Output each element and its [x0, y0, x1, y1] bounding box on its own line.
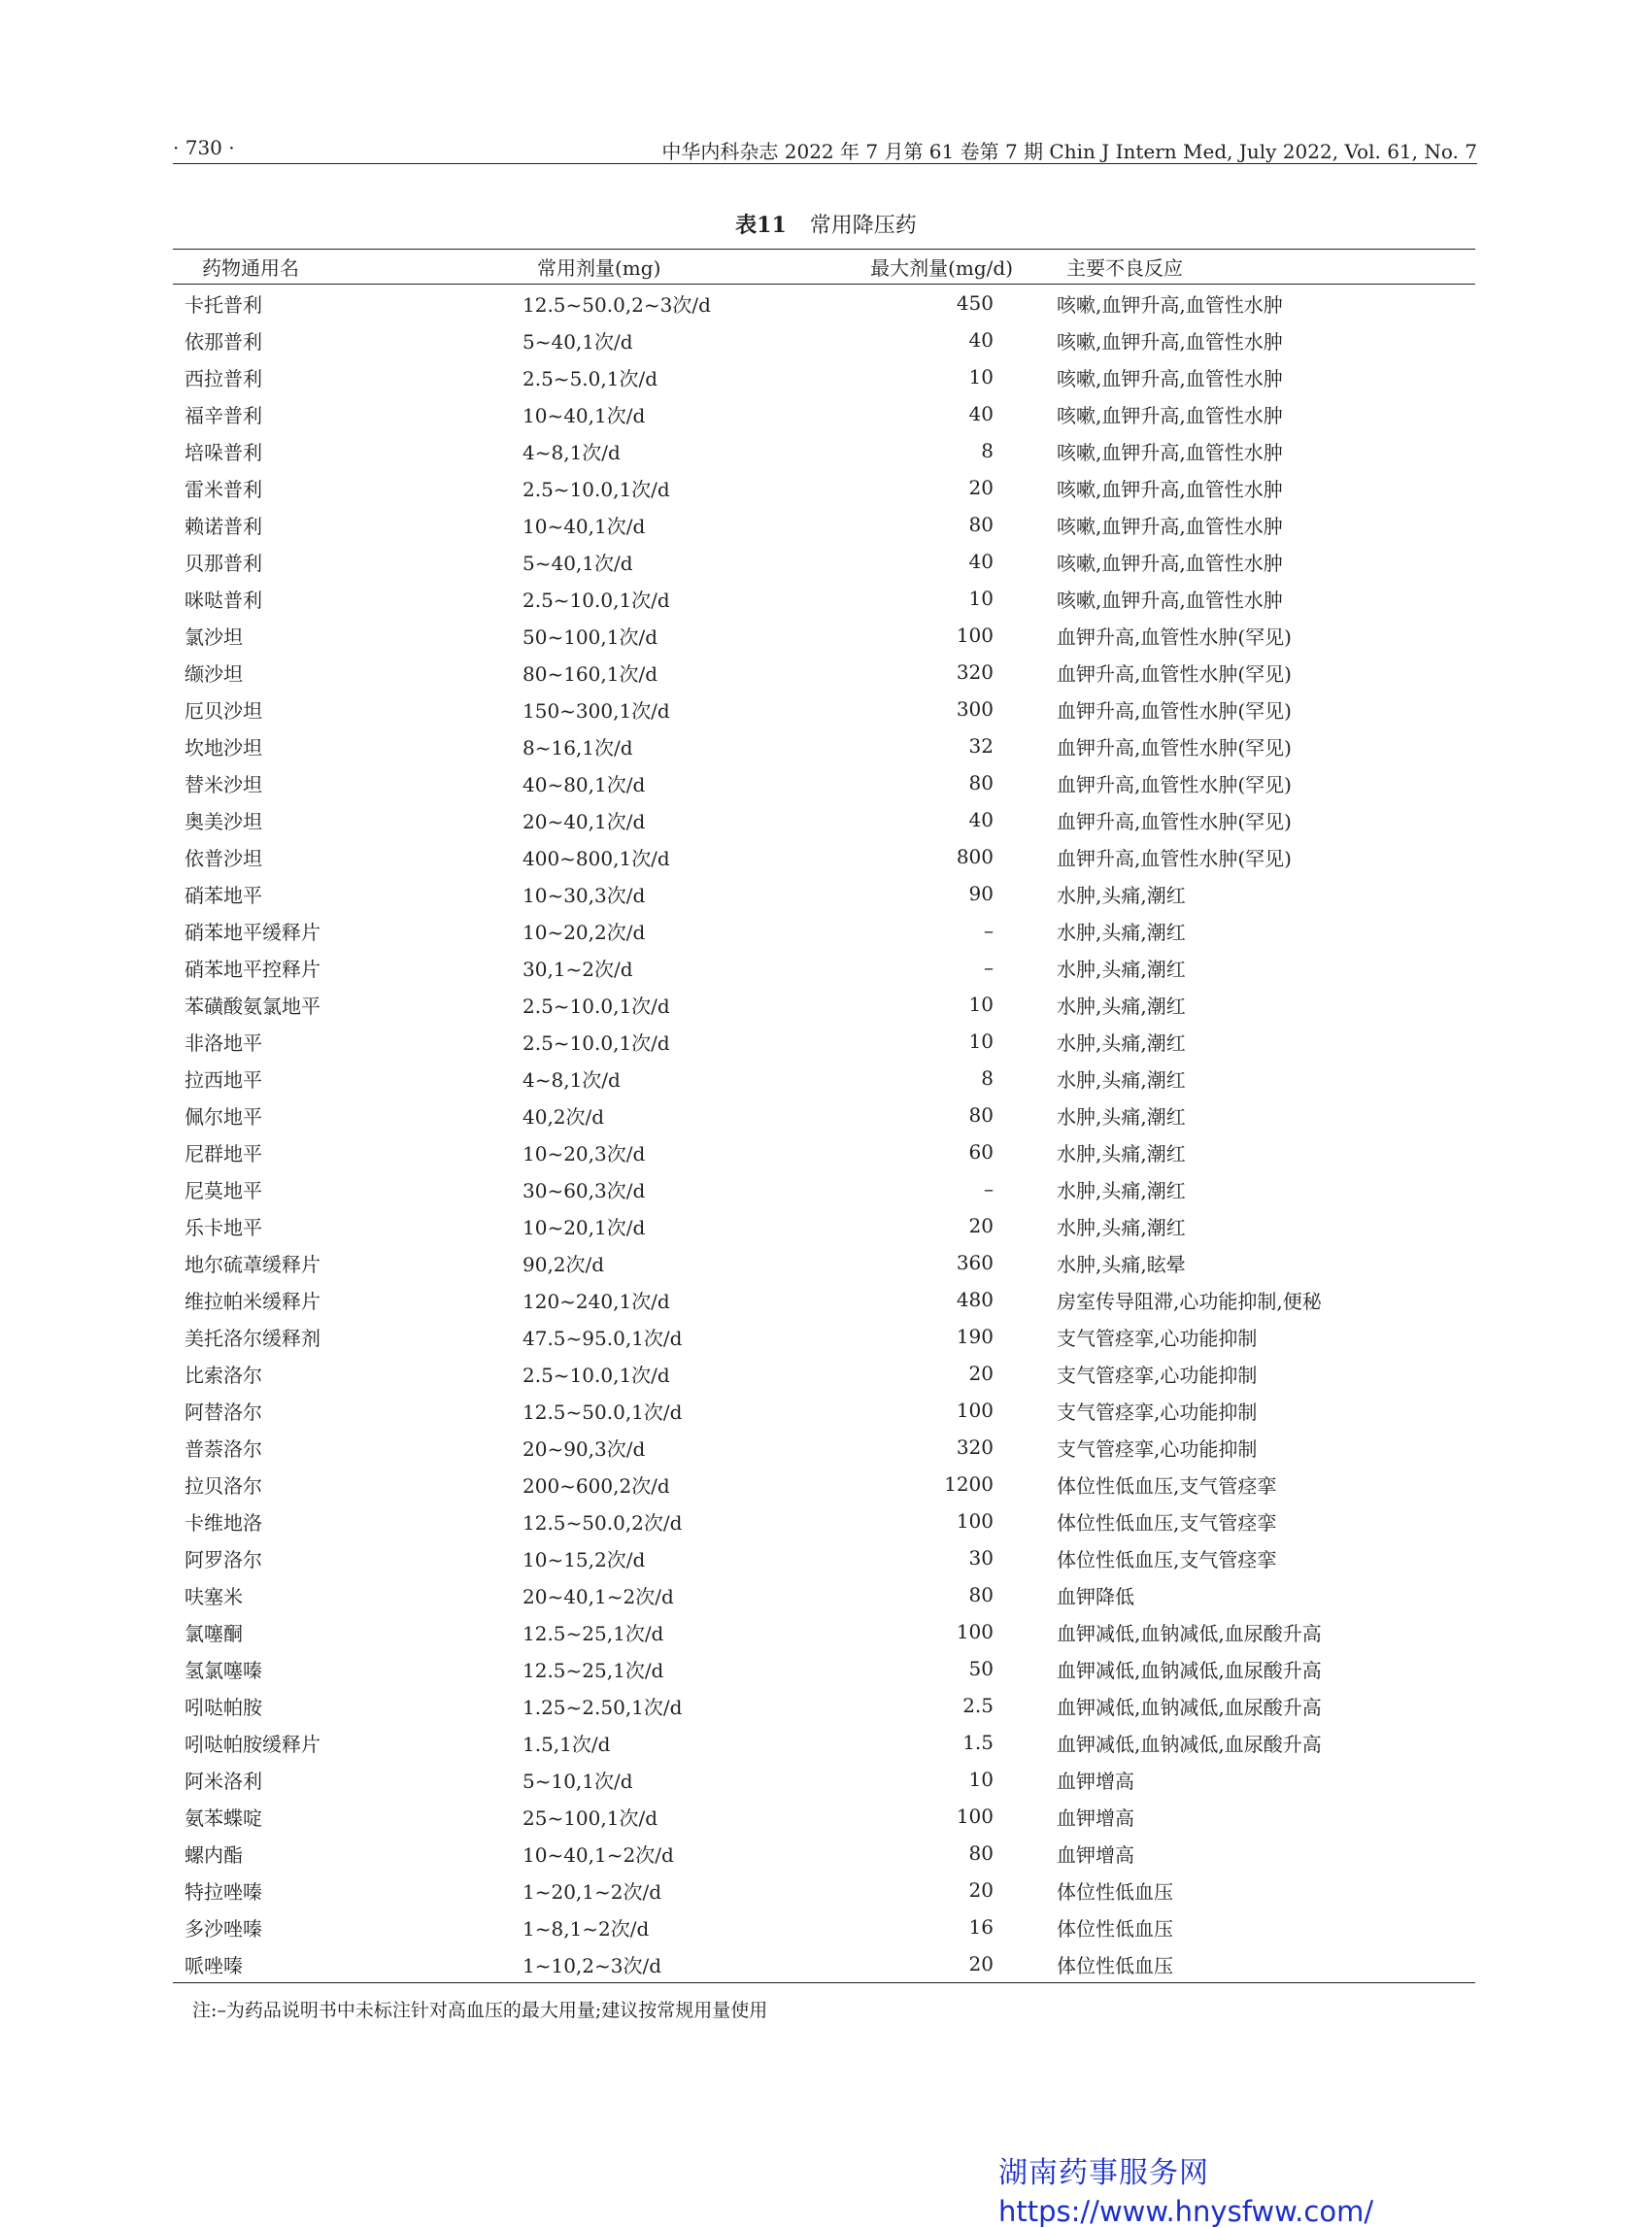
- table-row: [173, 801, 1475, 838]
- adverse-effects-cell: 体位性低血压: [1057, 1916, 1173, 1941]
- table-row: [173, 764, 1475, 801]
- max-dose-cell: 1.5: [962, 1731, 994, 1754]
- drug-name-cell: 比索洛尔: [185, 1363, 262, 1387]
- column-header-drug-name: 药物通用名: [173, 250, 513, 285]
- max-dose-cell: 20: [968, 1214, 994, 1237]
- table-row: [173, 912, 1475, 949]
- usual-dose-cell: 12.5~25,1次/d: [523, 1658, 664, 1682]
- table-row: [173, 1244, 1475, 1281]
- max-dose-cell: 20: [968, 1878, 994, 1902]
- max-dose-cell: 10: [968, 993, 994, 1016]
- drug-name-cell: 尼莫地平: [185, 1178, 262, 1202]
- max-dose-cell: 80: [968, 1583, 994, 1606]
- drug-name-cell: 特拉唑嗪: [185, 1879, 262, 1904]
- drug-name-cell: 奥美沙坦: [185, 809, 262, 833]
- column-header-max-dose: 最大剂量(mg/d): [848, 250, 1037, 285]
- table-row: [173, 1502, 1475, 1539]
- table-row: [173, 1133, 1475, 1170]
- adverse-effects-cell: 咳嗽,血钾升高,血管性水肿: [1057, 514, 1283, 538]
- adverse-effects-cell: 血钾升高,血管性水肿(罕见): [1057, 846, 1292, 870]
- table-row: [173, 1355, 1475, 1392]
- table-row: [173, 986, 1475, 1023]
- max-dose-cell: 10: [968, 1768, 994, 1791]
- usual-dose-cell: 25~100,1次/d: [523, 1806, 658, 1830]
- table-body: [173, 285, 1475, 1983]
- table-number: 表11: [735, 213, 787, 238]
- max-dose-cell: 100: [956, 1620, 994, 1643]
- drug-name-cell: 培哚普利: [185, 440, 262, 464]
- max-dose-cell: 2.5: [962, 1694, 994, 1717]
- max-dose-cell: 90: [968, 882, 994, 905]
- adverse-effects-cell: 咳嗽,血钾升高,血管性水肿: [1057, 588, 1283, 612]
- usual-dose-cell: 20~40,1~2次/d: [523, 1584, 674, 1608]
- drug-name-cell: 阿米洛利: [185, 1769, 262, 1793]
- adverse-effects-cell: 支气管痉挛,心功能抑制: [1057, 1400, 1258, 1424]
- usual-dose-cell: 30,1~2次/d: [523, 957, 633, 981]
- table-row: [173, 1761, 1475, 1798]
- table-row: [173, 1945, 1475, 1983]
- table-row: [173, 1613, 1475, 1650]
- table-row: [173, 1908, 1475, 1945]
- adverse-effects-cell: 体位性低血压: [1057, 1879, 1173, 1904]
- usual-dose-cell: 4~8,1次/d: [523, 1067, 621, 1092]
- usual-dose-cell: 2.5~10.0,1次/d: [523, 1363, 670, 1387]
- adverse-effects-cell: 水肿,头痛,潮红: [1057, 1215, 1186, 1239]
- table-row: [173, 838, 1475, 875]
- table-row: [173, 1724, 1475, 1761]
- drug-name-cell: 乐卡地平: [185, 1215, 262, 1239]
- table-row: [173, 395, 1475, 432]
- max-dose-cell: 300: [956, 697, 994, 721]
- max-dose-cell: 1200: [944, 1472, 994, 1496]
- page-header: [173, 134, 1477, 164]
- max-dose-cell: 30: [968, 1546, 994, 1570]
- usual-dose-cell: 10~40,1次/d: [523, 403, 646, 427]
- drug-name-cell: 卡维地洛: [185, 1510, 262, 1535]
- table-row: [173, 949, 1475, 986]
- max-dose-cell: 800: [956, 845, 994, 868]
- drug-name-cell: 卡托普利: [185, 292, 262, 317]
- drug-name-cell: 螺内酯: [185, 1842, 243, 1867]
- adverse-effects-cell: 咳嗽,血钾升高,血管性水肿: [1057, 292, 1283, 317]
- drug-name-cell: 吲哒帕胺: [185, 1695, 262, 1719]
- adverse-effects-cell: 血钾增高: [1057, 1769, 1134, 1793]
- max-dose-cell: –: [984, 919, 994, 942]
- adverse-effects-cell: 水肿,头痛,潮红: [1057, 920, 1186, 944]
- table-row: [173, 1207, 1475, 1244]
- max-dose-cell: 100: [956, 624, 994, 647]
- usual-dose-cell: 20~40,1次/d: [523, 809, 646, 833]
- usual-dose-cell: 12.5~50.0,2~3次/d: [523, 292, 711, 317]
- usual-dose-cell: 1.5,1次/d: [523, 1732, 611, 1756]
- table-row: [173, 1429, 1475, 1466]
- usual-dose-cell: 10~30,3次/d: [523, 883, 646, 907]
- watermark-url[interactable]: https://www.hnysfww.com/: [998, 2195, 1374, 2228]
- watermark: [998, 2148, 1373, 2228]
- table-row: [173, 1097, 1475, 1133]
- usual-dose-cell: 150~300,1次/d: [523, 698, 670, 723]
- adverse-effects-cell: 水肿,头痛,眩晕: [1057, 1252, 1186, 1276]
- drug-name-cell: 坎地沙坦: [185, 735, 262, 760]
- adverse-effects-cell: 咳嗽,血钾升高,血管性水肿: [1057, 551, 1283, 575]
- table-row: [173, 1281, 1475, 1318]
- usual-dose-cell: 2.5~5.0,1次/d: [523, 366, 657, 390]
- drug-name-cell: 非洛地平: [185, 1030, 262, 1055]
- adverse-effects-cell: 房室传导阻滞,心功能抑制,便秘: [1057, 1289, 1322, 1313]
- table-row: [173, 875, 1475, 912]
- adverse-effects-cell: 咳嗽,血钾升高,血管性水肿: [1057, 329, 1283, 354]
- drug-name-cell: 哌唑嗪: [185, 1953, 243, 1977]
- table-row: [173, 617, 1475, 654]
- usual-dose-cell: 4~8,1次/d: [523, 440, 621, 464]
- drug-name-cell: 氯沙坦: [185, 625, 243, 649]
- adverse-effects-cell: 血钾升高,血管性水肿(罕见): [1057, 661, 1292, 686]
- usual-dose-cell: 2.5~10.0,1次/d: [523, 1030, 670, 1055]
- watermark-name: 湖南药事服务网: [998, 2156, 1209, 2190]
- adverse-effects-cell: 咳嗽,血钾升高,血管性水肿: [1057, 403, 1283, 427]
- drug-name-cell: 福辛普利: [185, 403, 262, 427]
- adverse-effects-cell: 水肿,头痛,潮红: [1057, 1178, 1186, 1202]
- max-dose-cell: 320: [956, 660, 994, 684]
- max-dose-cell: 20: [968, 1362, 994, 1385]
- adverse-effects-cell: 血钾减低,血钠减低,血尿酸升高: [1057, 1695, 1322, 1719]
- table-row: [173, 1318, 1475, 1355]
- adverse-effects-cell: 水肿,头痛,潮红: [1057, 994, 1186, 1018]
- max-dose-cell: 20: [968, 1952, 994, 1975]
- column-header-adverse-effects: 主要不良反应: [1037, 250, 1475, 285]
- adverse-effects-cell: 血钾升高,血管性水肿(罕见): [1057, 698, 1292, 723]
- usual-dose-cell: 1~10,2~3次/d: [523, 1953, 662, 1977]
- max-dose-cell: 8: [981, 1066, 994, 1090]
- max-dose-cell: 40: [968, 328, 994, 352]
- usual-dose-cell: 10~20,3次/d: [523, 1141, 646, 1165]
- adverse-effects-cell: 体位性低血压,支气管痉挛: [1057, 1547, 1277, 1571]
- drug-name-cell: 雷米普利: [185, 477, 262, 501]
- drug-name-cell: 西拉普利: [185, 366, 262, 390]
- max-dose-cell: 480: [956, 1288, 994, 1311]
- table-row: [173, 1650, 1475, 1687]
- max-dose-cell: 80: [968, 1841, 994, 1865]
- usual-dose-cell: 10~40,1次/d: [523, 514, 646, 538]
- max-dose-cell: 100: [956, 1509, 994, 1533]
- max-dose-cell: 360: [956, 1251, 994, 1274]
- usual-dose-cell: 5~40,1次/d: [523, 551, 633, 575]
- adverse-effects-cell: 血钾减低,血钠减低,血尿酸升高: [1057, 1658, 1322, 1682]
- max-dose-cell: –: [984, 956, 994, 979]
- drug-name-cell: 吲哒帕胺缓释片: [185, 1732, 320, 1756]
- table-footnote: 注:–为药品说明书中未标注针对高血压的最大用量;建议按常规用量使用: [192, 2000, 768, 2021]
- table-row: [173, 1023, 1475, 1060]
- table-row: [173, 506, 1475, 543]
- table-row: [173, 1170, 1475, 1207]
- max-dose-cell: 32: [968, 734, 994, 758]
- adverse-effects-cell: 水肿,头痛,潮红: [1057, 1104, 1186, 1129]
- max-dose-cell: 80: [968, 771, 994, 794]
- max-dose-cell: 40: [968, 550, 994, 573]
- drug-name-cell: 依普沙坦: [185, 846, 262, 870]
- adverse-effects-cell: 体位性低血压,支气管痉挛: [1057, 1473, 1277, 1498]
- max-dose-cell: 16: [968, 1915, 994, 1939]
- adverse-effects-cell: 支气管痉挛,心功能抑制: [1057, 1326, 1258, 1350]
- drug-name-cell: 硝苯地平控释片: [185, 957, 320, 981]
- adverse-effects-cell: 血钾增高: [1057, 1842, 1134, 1867]
- adverse-effects-cell: 水肿,头痛,潮红: [1057, 957, 1186, 981]
- adverse-effects-cell: 体位性低血压: [1057, 1953, 1173, 1977]
- drug-name-cell: 硝苯地平缓释片: [185, 920, 320, 944]
- journal-citation: 中华内科杂志 2022 年 7 月第 61 卷第 7 期 Chin J Intern Med, July 2022, Vol. 61, No. 7: [661, 140, 1477, 163]
- usual-dose-cell: 200~600,2次/d: [523, 1473, 670, 1498]
- usual-dose-cell: 8~16,1次/d: [523, 735, 633, 760]
- adverse-effects-cell: 咳嗽,血钾升高,血管性水肿: [1057, 366, 1283, 390]
- usual-dose-cell: 20~90,3次/d: [523, 1436, 646, 1461]
- column-header-usual-dose: 常用剂量(mg): [513, 250, 848, 285]
- drug-name-cell: 硝苯地平: [185, 883, 262, 907]
- drug-name-cell: 氯噻酮: [185, 1621, 243, 1645]
- usual-dose-cell: 40~80,1次/d: [523, 772, 646, 796]
- usual-dose-cell: 10~20,1次/d: [523, 1215, 646, 1239]
- table-row: [173, 358, 1475, 395]
- table-row: [173, 1539, 1475, 1576]
- usual-dose-cell: 5~40,1次/d: [523, 329, 633, 354]
- table-row: [173, 543, 1475, 580]
- max-dose-cell: 10: [968, 1030, 994, 1053]
- adverse-effects-cell: 水肿,头痛,潮红: [1057, 1030, 1186, 1055]
- max-dose-cell: 100: [956, 1805, 994, 1828]
- max-dose-cell: 80: [968, 1103, 994, 1127]
- table-title: [0, 209, 1652, 239]
- adverse-effects-cell: 血钾降低: [1057, 1584, 1134, 1608]
- drug-name-cell: 地尔硫䓬缓释片: [185, 1252, 320, 1276]
- adverse-effects-cell: 水肿,头痛,潮红: [1057, 883, 1186, 907]
- drug-name-cell: 美托洛尔缓释剂: [185, 1326, 320, 1350]
- table-row: [173, 1060, 1475, 1097]
- usual-dose-cell: 5~10,1次/d: [523, 1769, 633, 1793]
- adverse-effects-cell: 血钾升高,血管性水肿(罕见): [1057, 735, 1292, 760]
- drug-name-cell: 替米沙坦: [185, 772, 262, 796]
- drug-name-cell: 氢氯噻嗪: [185, 1658, 262, 1682]
- table-row: [173, 432, 1475, 469]
- table-row: [173, 469, 1475, 506]
- usual-dose-cell: 80~160,1次/d: [523, 661, 658, 686]
- usual-dose-cell: 12.5~25,1次/d: [523, 1621, 664, 1645]
- adverse-effects-cell: 水肿,头痛,潮红: [1057, 1141, 1186, 1165]
- usual-dose-cell: 2.5~10.0,1次/d: [523, 994, 670, 1018]
- max-dose-cell: –: [984, 1177, 994, 1200]
- adverse-effects-cell: 血钾升高,血管性水肿(罕见): [1057, 809, 1292, 833]
- max-dose-cell: 40: [968, 808, 994, 831]
- adverse-effects-cell: 咳嗽,血钾升高,血管性水肿: [1057, 477, 1283, 501]
- max-dose-cell: 60: [968, 1140, 994, 1164]
- page-number: · 730 ·: [173, 136, 235, 159]
- drug-table: [173, 249, 1475, 1983]
- max-dose-cell: 320: [956, 1435, 994, 1459]
- usual-dose-cell: 50~100,1次/d: [523, 625, 658, 649]
- drug-name-cell: 普萘洛尔: [185, 1436, 262, 1461]
- adverse-effects-cell: 水肿,头痛,潮红: [1057, 1067, 1186, 1092]
- table-row: [173, 1835, 1475, 1872]
- table-row: [173, 654, 1475, 691]
- drug-name-cell: 维拉帕米缓释片: [185, 1289, 320, 1313]
- usual-dose-cell: 90,2次/d: [523, 1252, 605, 1276]
- max-dose-cell: 10: [968, 587, 994, 610]
- drug-name-cell: 赖诺普利: [185, 514, 262, 538]
- table-header-row: [173, 250, 1475, 285]
- max-dose-cell: 190: [956, 1325, 994, 1348]
- adverse-effects-cell: 体位性低血压,支气管痉挛: [1057, 1510, 1277, 1535]
- table-row: [173, 1392, 1475, 1429]
- usual-dose-cell: 120~240,1次/d: [523, 1289, 670, 1313]
- usual-dose-cell: 1~8,1~2次/d: [523, 1916, 650, 1941]
- max-dose-cell: 20: [968, 476, 994, 499]
- max-dose-cell: 80: [968, 513, 994, 536]
- usual-dose-cell: 12.5~50.0,2次/d: [523, 1510, 683, 1535]
- table-row: [173, 691, 1475, 727]
- adverse-effects-cell: 支气管痉挛,心功能抑制: [1057, 1436, 1258, 1461]
- table-row: [173, 1466, 1475, 1502]
- drug-name-cell: 氨苯蝶啶: [185, 1806, 262, 1830]
- usual-dose-cell: 47.5~95.0,1次/d: [523, 1326, 683, 1350]
- max-dose-cell: 8: [981, 439, 994, 462]
- adverse-effects-cell: 咳嗽,血钾升高,血管性水肿: [1057, 440, 1283, 464]
- drug-name-cell: 缬沙坦: [185, 661, 243, 686]
- max-dose-cell: 450: [956, 291, 994, 315]
- adverse-effects-cell: 血钾增高: [1057, 1806, 1134, 1830]
- drug-name-cell: 依那普利: [185, 329, 262, 354]
- usual-dose-cell: 40,2次/d: [523, 1104, 605, 1129]
- drug-name-cell: 多沙唑嗪: [185, 1916, 262, 1941]
- usual-dose-cell: 10~40,1~2次/d: [523, 1842, 674, 1867]
- drug-name-cell: 佩尔地平: [185, 1104, 262, 1129]
- usual-dose-cell: 2.5~10.0,1次/d: [523, 477, 670, 501]
- table-row: [173, 1872, 1475, 1908]
- table-row: [173, 1687, 1475, 1724]
- table-row: [173, 1798, 1475, 1835]
- drug-name-cell: 呋塞米: [185, 1584, 243, 1608]
- max-dose-cell: 40: [968, 402, 994, 425]
- drug-name-cell: 拉贝洛尔: [185, 1473, 262, 1498]
- usual-dose-cell: 12.5~50.0,1次/d: [523, 1400, 683, 1424]
- drug-name-cell: 拉西地平: [185, 1067, 262, 1092]
- table-title-text: 常用降压药: [809, 214, 917, 238]
- max-dose-cell: 10: [968, 365, 994, 388]
- usual-dose-cell: 1~20,1~2次/d: [523, 1879, 662, 1904]
- table-row: [173, 321, 1475, 358]
- adverse-effects-cell: 血钾升高,血管性水肿(罕见): [1057, 772, 1292, 796]
- drug-name-cell: 贝那普利: [185, 551, 262, 575]
- max-dose-cell: 50: [968, 1657, 994, 1680]
- drug-name-cell: 阿替洛尔: [185, 1400, 262, 1424]
- drug-name-cell: 咪哒普利: [185, 588, 262, 612]
- usual-dose-cell: 2.5~10.0,1次/d: [523, 588, 670, 612]
- drug-name-cell: 尼群地平: [185, 1141, 262, 1165]
- adverse-effects-cell: 血钾减低,血钠减低,血尿酸升高: [1057, 1621, 1322, 1645]
- usual-dose-cell: 10~15,2次/d: [523, 1547, 646, 1571]
- table-row: [173, 727, 1475, 764]
- table-row: [173, 580, 1475, 617]
- usual-dose-cell: 1.25~2.50,1次/d: [523, 1695, 683, 1719]
- adverse-effects-cell: 血钾减低,血钠减低,血尿酸升高: [1057, 1732, 1322, 1756]
- adverse-effects-cell: 支气管痉挛,心功能抑制: [1057, 1363, 1258, 1387]
- usual-dose-cell: 30~60,3次/d: [523, 1178, 646, 1202]
- drug-name-cell: 阿罗洛尔: [185, 1547, 262, 1571]
- adverse-effects-cell: 血钾升高,血管性水肿(罕见): [1057, 625, 1292, 649]
- table-row: [173, 1576, 1475, 1613]
- usual-dose-cell: 400~800,1次/d: [523, 846, 670, 870]
- table-row: [173, 285, 1475, 322]
- drug-name-cell: 苯磺酸氨氯地平: [185, 994, 320, 1018]
- drug-name-cell: 厄贝沙坦: [185, 698, 262, 723]
- usual-dose-cell: 10~20,2次/d: [523, 920, 646, 944]
- max-dose-cell: 100: [956, 1399, 994, 1422]
